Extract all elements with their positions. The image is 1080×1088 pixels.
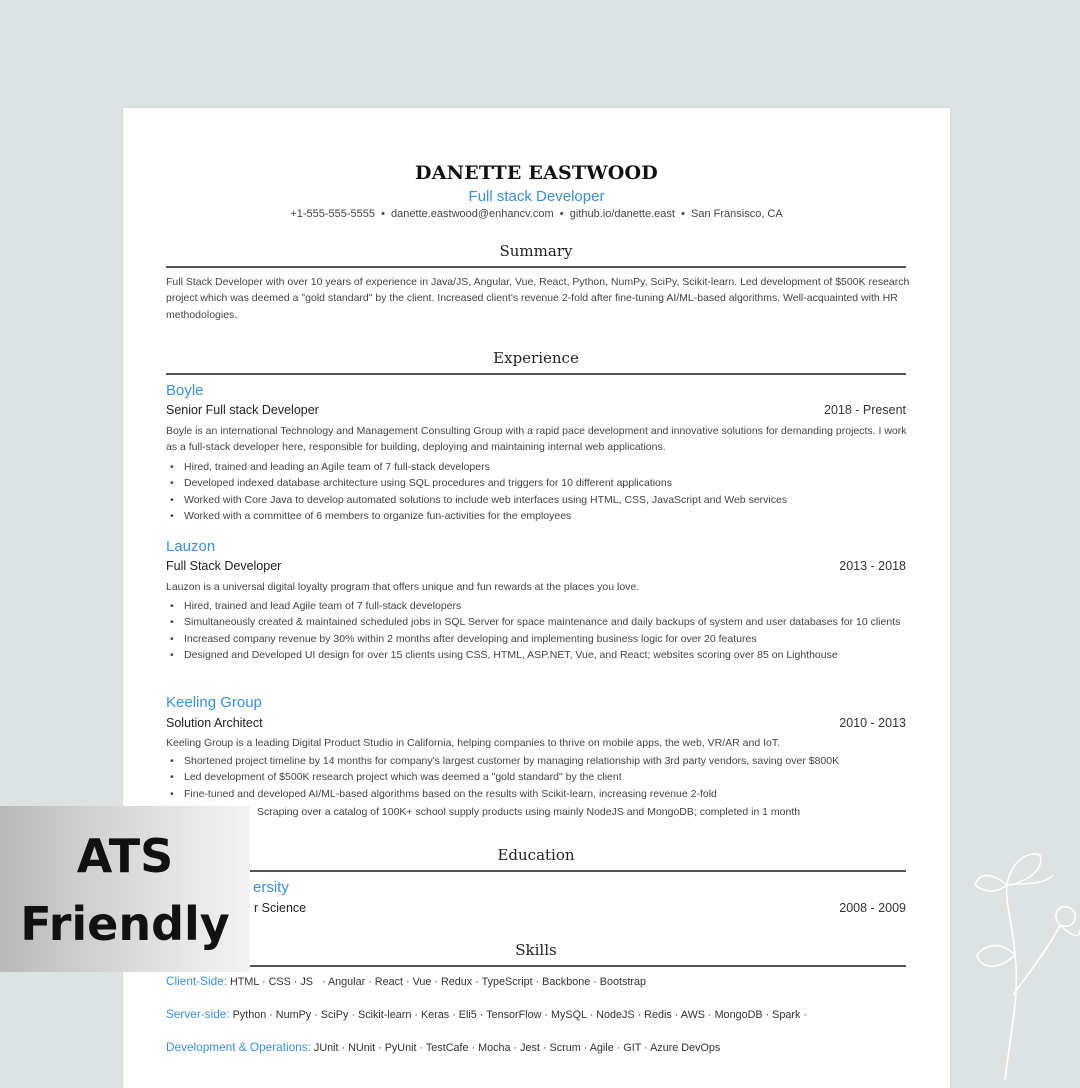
divider: [166, 266, 906, 268]
list-item: • Simultaneously created & maintained scheduled jobs in SQL Server for space maintenance and daily backups of system and user databases for 10 clients: [166, 614, 911, 630]
skill-label: Client-Side:: [166, 974, 227, 988]
job-dates: 2013 - 2018: [839, 559, 906, 573]
divider: [166, 373, 906, 375]
school-name: ersity: [253, 879, 289, 896]
list-item: • Fine-tuned and developed AI/ML-based algorithms based on the results with Scikit-learn, increasing revenue 2-fold: [166, 786, 911, 802]
list-item: • Developed indexed database architecture using SQL procedures and triggers for 10 different applications: [166, 475, 911, 491]
skill-items: JUnit · NUnit · PyUnit · TestCafe · Mocha · Jest · Scrum · Agile · GIT · Azure DevOps: [313, 1042, 721, 1054]
list-item: • Worked with a committee of 6 members to organize fun-activities for the employees: [166, 508, 911, 524]
skill-row: [166, 973, 646, 990]
degree: r Science: [254, 901, 307, 915]
divider: [166, 965, 906, 967]
job-title: Full stack Developer: [468, 188, 605, 205]
skills-heading: Skills: [515, 941, 557, 959]
contact-line: +1-555-555-5555 • danette.eastwood@enhancv.com • github.io/danette.east • San Fransisco, CA: [290, 208, 783, 220]
company-name: Boyle: [166, 382, 204, 399]
company-description: Boyle is an international Technology and Management Consulting Group with a rapid pace development and innovative solutions for demanding projects. I work as a full-stack developer here, responsible for building, deploying and maintaining internal web applications.: [166, 425, 907, 454]
education-heading: Education: [497, 846, 575, 864]
summary-heading: Summary: [499, 242, 573, 260]
skill-items: Python · NumPy · SciPy · Scikit-learn · Keras · Eli5 · TensorFlow · MySQL · NodeJS · Redis · AWS · MongoDB · Spark ·: [232, 1009, 807, 1021]
bullet-list: [166, 598, 911, 664]
experience-heading: Experience: [493, 349, 579, 367]
bullet-list: [166, 459, 911, 525]
summary-text: Full Stack Developer with over 10 years of experience in Java/JS, Angular, Vue, React, Python, NumPy, SciPy, Scikit-learn. Led development of $500K research project which was deemed a "gold standard" by the client. Increased client's revenue 2-fold after fine-tuning AI/ML-based algorithms. Well-acquainted with HR methodologies.: [166, 276, 910, 321]
job-dates: 2010 - 2013: [839, 716, 906, 730]
job-role: Solution Architect: [166, 716, 263, 730]
list-item: • Hired, trained and leading an Agile team of 7 full-stack developers: [166, 459, 911, 475]
candidate-name: DANETTE EASTWOOD: [415, 162, 658, 184]
job-dates: 2018 - Present: [824, 403, 906, 417]
skill-row: [166, 1039, 720, 1056]
education-dates: 2008 - 2009: [839, 901, 906, 915]
company-description: Lauzon is a universal digital loyalty program that offers unique and fun rewards at the places you love.: [166, 581, 640, 593]
badge-line-1: ATS: [76, 829, 174, 883]
company-name: Lauzon: [166, 538, 216, 555]
badge-line-2: Friendly: [20, 897, 230, 951]
list-item: • Led development of $500K research project which was deemed a "gold standard" by the client: [166, 769, 911, 785]
divider: [166, 870, 906, 872]
skill-items: HTML · CSS · JS · Angular · React · Vue · Redux · TypeScript · Backbone · Bootstrap: [229, 976, 647, 988]
skill-label: Development & Operations:: [166, 1040, 311, 1054]
list-item: Scraping over a catalog of 100K+ school supply products using mainly NodeJS and MongoDB; completed in 1 month: [257, 806, 801, 818]
list-item: • Shortened project timeline by 14 months for company's largest customer by managing relationship with 3rd party vendors, saving over $800K: [166, 753, 911, 769]
skill-row: [166, 1006, 807, 1023]
company-description: Keeling Group is a leading Digital Product Studio in California, helping companies to thrive on mobile apps, the web, VR/AR and IoT.: [166, 737, 781, 749]
job-role: Senior Full stack Developer: [166, 403, 319, 417]
list-item: • Hired, trained and lead Agile team of 7 full-stack developers: [166, 598, 911, 614]
list-item: • Increased company revenue by 30% within 2 months after developing and implementing business logic for over 20 features: [166, 631, 911, 647]
list-item: • Designed and Developed UI design for over 15 clients using CSS, HTML, ASP.NET, Vue, and React; websites scoring over 85 on Lighthouse: [166, 647, 911, 663]
flower-decoration-icon: [965, 845, 1080, 1080]
skill-label: Server-side:: [166, 1007, 230, 1021]
ats-friendly-badge: [0, 806, 250, 972]
list-item: • Worked with Core Java to develop automated solutions to include web interfaces using HTML, CSS, JavaScript and Web services: [166, 492, 911, 508]
company-name: Keeling Group: [166, 694, 262, 711]
job-role: Full Stack Developer: [166, 559, 282, 573]
bullet-list: [166, 753, 911, 802]
